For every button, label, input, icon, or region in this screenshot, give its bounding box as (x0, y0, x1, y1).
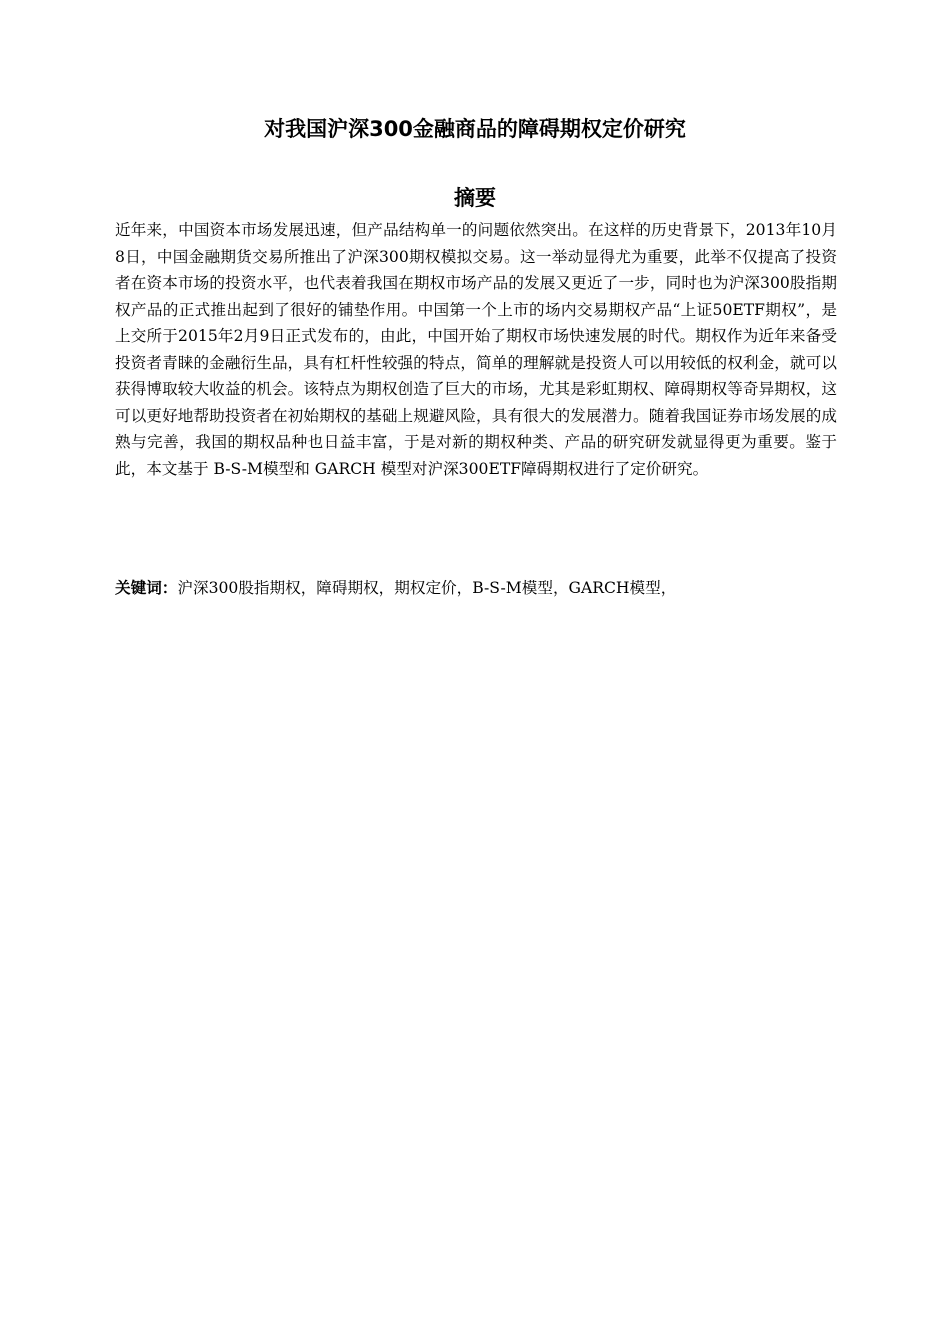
keywords-label: 关键词： (115, 579, 178, 597)
abstract-paragraph: 近年来，中国资本市场发展迅速，但产品结构单一的问题依然突出。在这样的历史背景下，2013年10月8日，中国金融期货交易所推出了沪深300期权模拟交易。这一举动显得尤为重要，此举不仅提高了投资者在资本市场的投资水平，也代表着我国在期权市场产品的发展又更近了一步，同时也为沪深300股指期权产品的正式推出起到了很好的铺垫作用。中国第一个上市的场内交易期权产品“上证50ETF期权”，是上交所于2015年2月9日正式发布的，由此，中国开始了期权市场快速发展的时代。期权作为近年来备受投资者青睐的金融衍生品，具有杠杆性较强的特点，简单的理解就是投资人可以用较低的权利金，就可以获得博取较大收益的机会。该特点为期权创造了巨大的市场，尤其是彩虹期权、障碍期权等奇异期权，这可以更好地帮助投资者在初始期权的基础上规避风险，具有很大的发展潜力。随着我国证券市场发展的成熟与完善，我国的期权品种也日益丰富，于是对新的期权种类、产品的研究研发就显得更为重要。鉴于此，本文基于 B-S-M模型和 GARCH 模型对沪深300ETF障碍期权进行了定价研究。 (115, 221, 837, 478)
keywords-line (115, 575, 837, 602)
document-title: 对我国沪深300金融商品的障碍期权定价研究 (264, 117, 686, 141)
abstract-heading: 摘要 (454, 186, 496, 210)
keywords-text: 沪深300股指期权，障碍期权，期权定价，B-S-M模型，GARCH模型， (177, 579, 677, 597)
